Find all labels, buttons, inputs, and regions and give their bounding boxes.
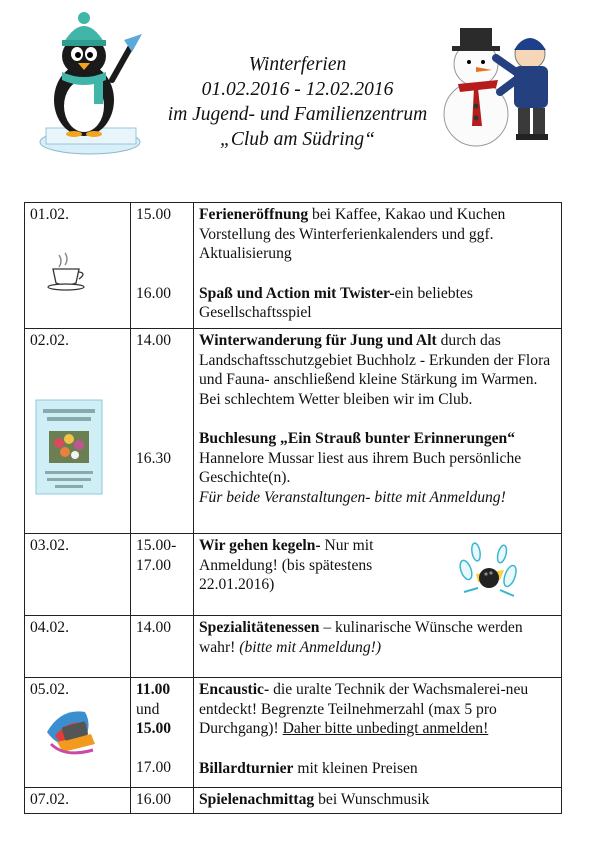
table-row: [25, 616, 562, 678]
time-label: 11.00: [136, 681, 171, 698]
page-header: [0, 0, 595, 180]
table-row: [25, 534, 562, 616]
time-label: 15.00: [136, 720, 172, 737]
date-label: 03.02.: [30, 537, 69, 554]
title-line-3: im Jugend- und Familienzentrum: [167, 104, 428, 125]
table-row: [25, 788, 562, 814]
time-cell: [131, 534, 194, 616]
time-label: 14.00: [136, 619, 172, 636]
time-cell: [131, 616, 194, 678]
event-description: Buchlesung „Ein Strauß bunter Erinnerungen“ Hannelore Mussar liest aus ihrem Buch persönliche Geschichte(n).: [199, 430, 522, 486]
description-cell: [194, 329, 562, 534]
penguin-icon: [32, 10, 150, 160]
date-cell: [25, 534, 131, 616]
schedule-table: [24, 202, 562, 814]
event-description: Spaß und Action mit Twister-ein beliebtes Gesellschaftsspiel: [199, 284, 473, 321]
time-cell: [131, 678, 194, 788]
table-row: [25, 329, 562, 534]
description-cell: [194, 616, 562, 678]
table-row: [25, 678, 562, 788]
table-row: [25, 203, 562, 329]
event-description: Billardturnier mit kleinen Preisen: [199, 759, 418, 777]
date-cell: [25, 616, 131, 678]
description-cell: [194, 678, 562, 788]
date-cell: [25, 788, 131, 814]
date-label: 04.02.: [30, 619, 69, 636]
page-title: [140, 52, 455, 152]
event-description: Spezialitätenessen – kulinarische Wünsche werden wahr! (bitte mit Anmeldung!): [199, 619, 523, 656]
time-connector: und: [136, 700, 160, 718]
event-description: Encaustic- die uralte Technik der Wachsmalerei-neu entdeckt! Begrenzte Teilnehmerzahl (max 5 pro Durchgang)! Daher bitte unbedingt anmelden!: [199, 681, 529, 737]
time-cell: [131, 329, 194, 534]
event-description: Wir gehen kegeln- Nur mit Anmeldung! (bis spätestens 22.01.2016): [199, 537, 374, 593]
date-label: 02.02.: [30, 332, 69, 349]
time-label: 15.00-17.00: [136, 537, 177, 574]
time-label: 17.00: [136, 758, 172, 776]
event-description: Spielenachmittag bei Wunschmusik: [199, 791, 430, 808]
description-cell: [194, 534, 562, 616]
event-description: Winterwanderung für Jung und Alt durch das Landschaftsschutzgebiet Buchholz - Erkunden der Flora und Fauna- anschließend kleine Stärkung im Warmen. Bei schlechtem Wetter bleiben wir im Club.: [199, 332, 551, 408]
date-label: 01.02.: [30, 206, 69, 223]
time-label: 14.00: [136, 332, 172, 349]
coffee-cup-icon: [45, 251, 91, 291]
registration-note: Für beide Veranstaltungen- bitte mit Anmeldung!: [199, 488, 506, 506]
time-label: 15.00: [136, 206, 172, 223]
time-cell: [131, 203, 194, 329]
description-cell: [194, 788, 562, 814]
time-cell: [131, 788, 194, 814]
date-cell: [25, 678, 131, 788]
snowman-icon: [438, 22, 563, 152]
time-label: 16.00: [136, 284, 172, 302]
title-line-4: „Club am Südring“: [220, 129, 375, 150]
event-description: Ferieneröffnung bei Kaffee, Kakao und Kuchen Vorstellung des Winterferienkalenders und ggf. Aktualisierung: [199, 206, 506, 262]
time-label: 16.30: [136, 449, 172, 467]
description-cell: [194, 203, 562, 329]
title-line-1: Winterferien: [248, 54, 347, 75]
title-line-2: 01.02.2016 - 12.02.2016: [201, 79, 394, 100]
date-cell: [25, 203, 131, 329]
time-label: 16.00: [136, 791, 172, 808]
date-label: 07.02.: [30, 791, 69, 808]
date-cell: [25, 329, 131, 534]
book-cover-icon: [35, 399, 103, 495]
bowling-icon: [456, 540, 522, 602]
encaustic-iron-icon: [41, 702, 101, 758]
date-label: 05.02.: [30, 681, 69, 698]
